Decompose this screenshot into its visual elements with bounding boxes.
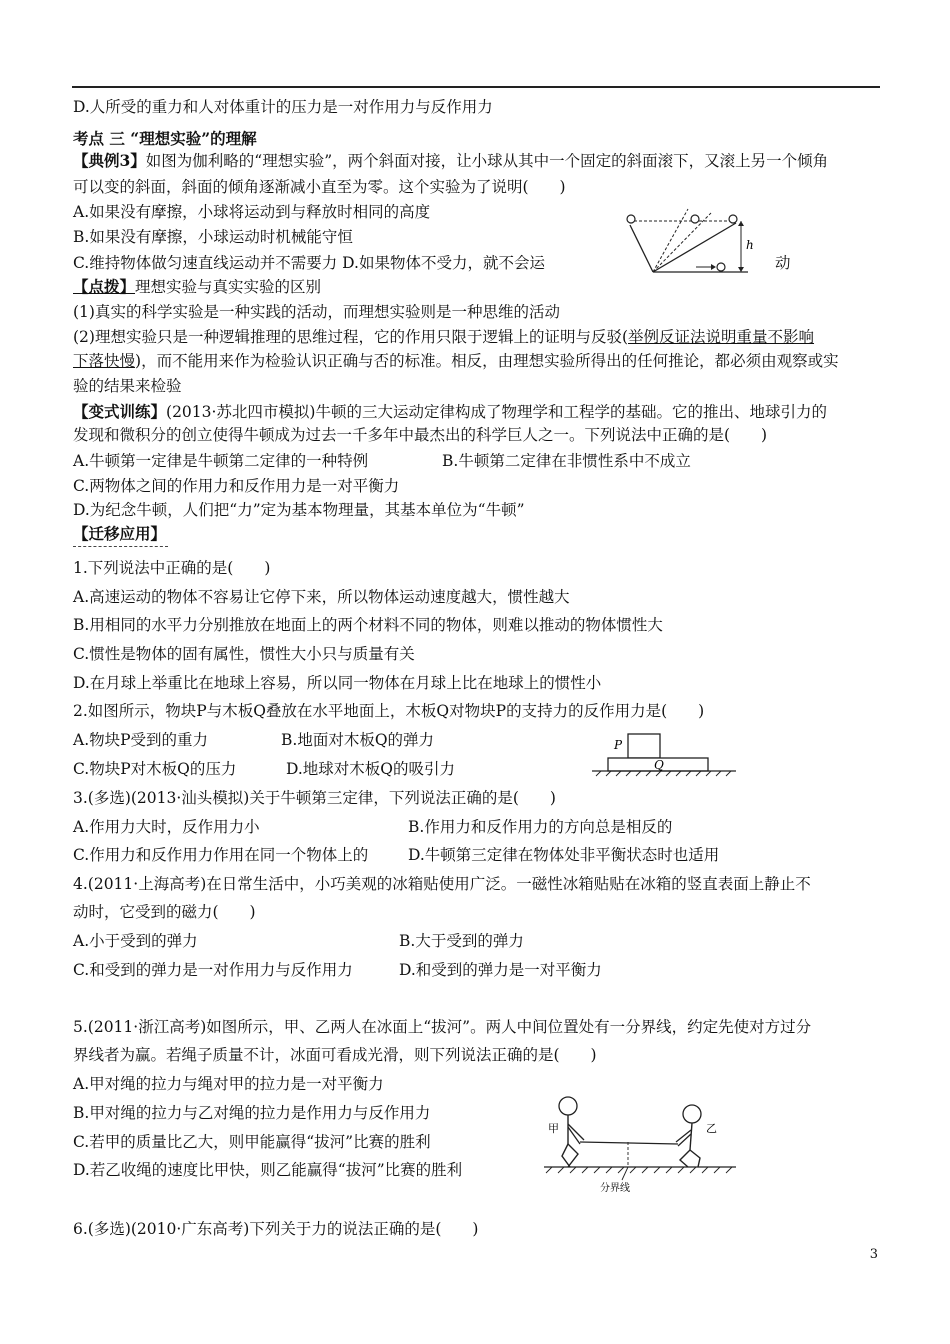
- variant-text: (2013·苏北四市模拟)牛顿的三大运动定律构成了物理学和工程学的基础。它的推出、地球引力的: [166, 403, 827, 421]
- question-2-option-c: C.物块P对木板Q的压力: [73, 760, 237, 778]
- variant-line-2: 发现和微积分的创立使得牛顿成为过去一千多年中最杰出的科学巨人之一。下列说法中正确的是( ): [73, 426, 768, 444]
- question-3-option-c: C.作用力和反作用力作用在同一个物体上的: [73, 846, 369, 864]
- variant-option-d: D.为纪念牛顿，人们把“力”定为基本物理量，其基本单位为“牛顿”: [73, 501, 525, 519]
- variant-option-a: A.牛顿第一定律是牛顿第二定律的一种特例: [73, 452, 369, 470]
- section-heading-3: 考点 三 “理想实验”的理解: [73, 129, 257, 148]
- question-1-option-d: D.在月球上举重比在地球上容易，所以同一物体在月球上比在地球上的惯性小: [73, 674, 602, 692]
- question-5-line-1: 5.(2011·浙江高考)如图所示，甲、乙两人在冰面上“拔河”。两人中间位置处有一分界线，约定先使对方过分: [73, 1018, 812, 1036]
- question-1-option-a: A.高速运动的物体不容易让它停下来，所以物体运动速度越大，惯性越大: [73, 588, 570, 606]
- question-4-option-c: C.和受到的弹力是一对作用力与反作用力: [73, 961, 353, 979]
- tip-point-1: (1)真实的科学实验是一种实践的活动，而理想实验则是一种思维的活动: [73, 303, 560, 321]
- board-q-label: Q: [654, 758, 664, 772]
- question-2-option-d: D.地球对木板Q的吸引力: [286, 760, 456, 778]
- option-d-previous: D.人所受的重力和人对体重计的压力是一对作用力与反作用力: [73, 98, 493, 116]
- example-3-option-d-tail: 动: [775, 254, 791, 272]
- question-2-option-a: A.物块P受到的重力: [73, 731, 209, 749]
- tip-point-2-line-1: [73, 326, 814, 348]
- question-5-option-c: C.若甲的质量比乙大，则甲能赢得“拔河”比赛的胜利: [73, 1133, 431, 1151]
- person-jia-label: 甲: [548, 1122, 559, 1135]
- question-5-option-b: B.甲对绳的拉力与乙对绳的拉力是作用力与反作用力: [73, 1104, 431, 1122]
- block-p-label: P: [614, 738, 623, 752]
- height-label: h: [746, 238, 754, 252]
- tip-line: [73, 276, 321, 298]
- application-heading: 【迁移应用】: [73, 524, 167, 543]
- question-3-option-b: B.作用力和反作用力的方向总是相反的: [408, 818, 673, 836]
- galileo-incline-figure: [608, 205, 763, 287]
- question-4-option-d: D.和受到的弹力是一对平衡力: [399, 961, 602, 979]
- question-1: 1.下列说法中正确的是( ): [73, 559, 271, 577]
- example-3-line-1: [73, 150, 828, 172]
- variant-line-1: [73, 401, 827, 423]
- variant-option-b: B.牛顿第二定律在非惯性系中不成立: [442, 452, 691, 470]
- tip-point-2-line-2: [73, 350, 839, 372]
- tip-underlined-1: 举例反证法说明重量不影响: [628, 328, 815, 346]
- question-3-option-d: D.牛顿第三定律在物体处非平衡状态时也适用: [408, 846, 720, 864]
- question-6: 6.(多选)(2010·广东高考)下列关于力的说法正确的是( ): [73, 1220, 479, 1238]
- question-2: 2.如图所示，物块P与木板Q叠放在水平地面上，木板Q对物块P的支持力的反作用力是( ): [73, 702, 705, 720]
- example-3-line-2: 可以变的斜面，斜面的倾角逐渐减小直至为零。这个实验为了说明( ): [73, 178, 566, 196]
- header-rule: [72, 86, 880, 88]
- question-1-option-c: C.惯性是物体的固有属性，惯性大小只与质量有关: [73, 645, 415, 663]
- question-4-option-a: A.小于受到的弹力: [73, 932, 198, 950]
- question-5-line-2: 界线者为赢。若绳子质量不计，冰面可看成光滑，则下列说法正确的是( ): [73, 1046, 597, 1064]
- tip-title: 理想实验与真实实验的区别: [135, 278, 322, 296]
- question-3: 3.(多选)(2013·汕头模拟)关于牛顿第三定律，下列说法正确的是( ): [73, 789, 556, 807]
- tip-tag: 【点拨】: [73, 277, 136, 296]
- boundary-line-label: 分界线: [600, 1183, 630, 1194]
- question-1-option-b: B.用相同的水平力分别推放在地面上的两个材料不同的物体，则难以推动的物体惯性大: [73, 616, 663, 634]
- example-3-option-a: A.如果没有摩擦，小球将运动到与释放时相同的高度: [73, 203, 431, 221]
- question-4-line-1: 4.(2011·上海高考)在日常生活中，小巧美观的冰箱贴使用广泛。一磁性冰箱贴贴在冰箱的竖直表面上静止不: [73, 875, 811, 893]
- tip-point-2-text-2: )，而不能用来作为检验认识正确与否的标准。相反，由理想实验所得出的任何推论，都必须由观察或实: [135, 352, 839, 370]
- question-4-line-2: 动时，它受到的磁力( ): [73, 903, 256, 921]
- question-5-option-a: A.甲对绳的拉力与绳对甲的拉力是一对平衡力: [73, 1075, 384, 1093]
- tug-of-war-figure: [540, 1092, 740, 1194]
- variant-option-c: C.两物体之间的作用力和反作用力是一对平衡力: [73, 477, 400, 495]
- heading-underline: [73, 546, 168, 547]
- example-3-option-b: B.如果没有摩擦，小球运动时机械能守恒: [73, 228, 353, 246]
- example-3-text: 如图为伽利略的“理想实验”，两个斜面对接，让小球从其中一个固定的斜面滚下，又滚上另一个倾角: [145, 152, 829, 170]
- example-3-option-cd: C.维持物体做匀速直线运动并不需要力 D.如果物体不受力，就不会运: [73, 254, 545, 272]
- question-3-option-a: A.作用力大时，反作用力小: [73, 818, 260, 836]
- variant-tag: 【变式训练】: [73, 402, 167, 421]
- question-2-option-b: B.地面对木板Q的弹力: [281, 731, 435, 749]
- question-5-option-d: D.若乙收绳的速度比甲快，则乙能赢得“拔河”比赛的胜利: [73, 1161, 463, 1179]
- example-3-tag: 【典例3】: [73, 151, 146, 170]
- tip-point-2-text: (2)理想实验只是一种逻辑推理的思维过程，它的作用只限于逻辑上的证明与反驳(: [73, 328, 629, 346]
- person-yi-label: 乙: [706, 1122, 717, 1135]
- tip-point-2-line-3: 验的结果来检验: [73, 377, 182, 395]
- blocks-pq-figure: [588, 730, 740, 778]
- question-4-option-b: B.大于受到的弹力: [399, 932, 524, 950]
- page-number: 3: [869, 1247, 878, 1262]
- tip-underlined-2: 下落快慢: [73, 352, 136, 370]
